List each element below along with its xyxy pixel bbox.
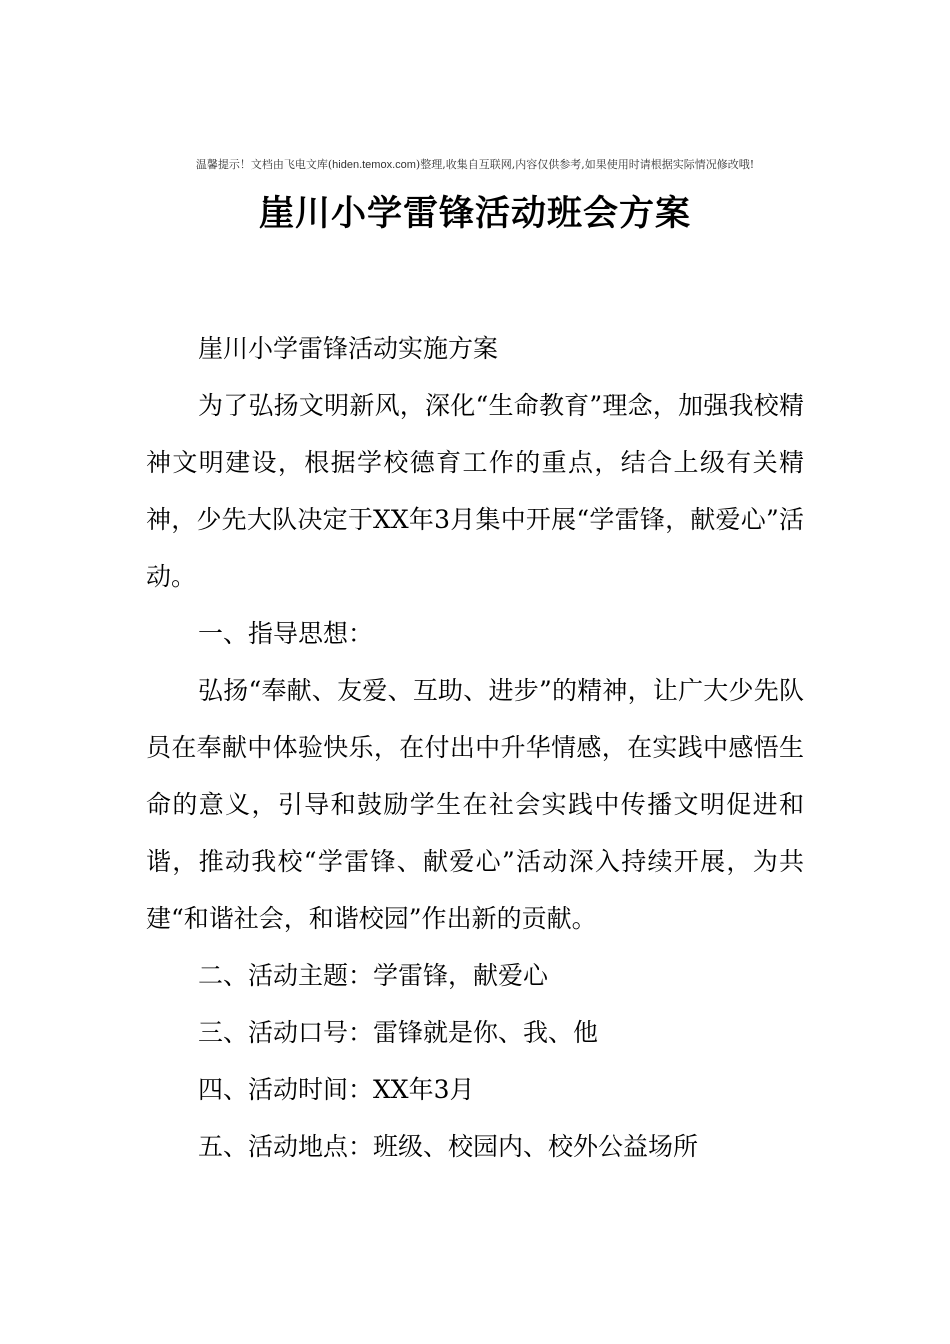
header-notice-suffix: )整理,收集自互联网,内容仅供参考,如果使用时请根据实际情况修改哦!	[415, 158, 755, 171]
document-body	[146, 320, 804, 1175]
paragraph-guiding-thought: 弘扬“奉献、友爱、互助、进步”的精神，让广大少先队员在奉献中体验快乐，在付出中升华情感，在实践中感悟生命的意义，引导和鼓励学生在社会实践中传播文明促进和谐，推动我校“学雷锋、献爱心”活动深入持续开展，为共建“和谐社会，和谐校园”作出新的贡献。	[146, 676, 804, 933]
section-activity-location: 五、活动地点：班级、校园内、校外公益场所	[198, 1132, 699, 1161]
header-notice	[0, 157, 950, 173]
section-heading-guiding-thought: 一、指导思想：	[198, 619, 374, 648]
section-activity-time: 四、活动时间：XX年3月	[198, 1075, 475, 1104]
header-notice-prefix: 温馨提示！文档由飞电文库(	[195, 158, 333, 171]
document-title: 崖川小学雷锋活动班会方案	[258, 194, 691, 234]
paragraph-intro: 为了弘扬文明新风，深化“生命教育”理念，加强我校精神文明建设，根据学校德育工作的重点，结合上级有关精神，少先大队决定于XX年3月集中开展“学雷锋，献爱心”活动。	[146, 391, 804, 591]
paragraph-subtitle: 崖川小学雷锋活动实施方案	[198, 334, 499, 363]
section-activity-slogan: 三、活动口号：雷锋就是你、我、他	[198, 1018, 599, 1047]
section-activity-theme: 二、活动主题：学雷锋，献爱心	[198, 961, 549, 990]
header-notice-domain: hiden.temox.com	[332, 159, 416, 171]
